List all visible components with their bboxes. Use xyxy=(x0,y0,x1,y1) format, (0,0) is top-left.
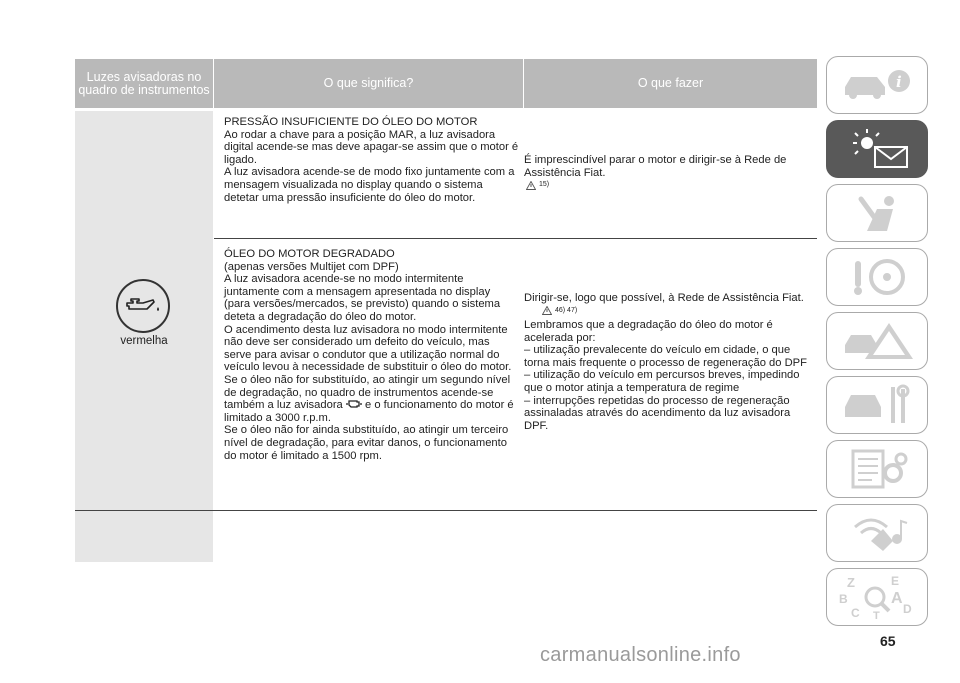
page-number: 65 xyxy=(880,633,896,649)
multimedia-icon xyxy=(837,511,917,555)
row2-action xyxy=(524,292,816,432)
index-letter: A xyxy=(891,590,903,607)
row2-action-text: Dirigir-se, logo que possível, à Rede de Assistência Fiat. xyxy=(524,292,804,304)
tab-emergency[interactable] xyxy=(826,312,928,370)
engine-check-icon xyxy=(346,399,362,409)
row1-meaning xyxy=(224,116,519,204)
row2-meaning xyxy=(224,248,519,462)
header-warning-lights: Luzes avisadoras no quadro de instrumentos xyxy=(75,59,213,108)
warning-reference: 15) xyxy=(526,179,549,192)
tab-car-info[interactable] xyxy=(826,56,928,114)
row2-action-text: Lembramos que a degradação do óleo do motor é acelerada por: xyxy=(524,318,773,344)
row2-text: Se o óleo não for ainda substituído, ao atingir um terceiro nível de degradação, para evitar danos, o funcionamento do motor é limitado a 1500 rpm. xyxy=(224,424,509,462)
index-letter: E xyxy=(891,574,900,588)
warning-lights-icon xyxy=(837,127,917,171)
safety-icon xyxy=(837,191,917,235)
index-letter: B xyxy=(839,592,848,606)
row1-title: PRESSÃO INSUFICIENTE DO ÓLEO DO MOTOR xyxy=(224,116,478,128)
tab-starting-driving[interactable] xyxy=(826,248,928,306)
header-action: O que fazer xyxy=(524,59,817,108)
row2-title: ÓLEO DO MOTOR DEGRADADO xyxy=(224,248,395,260)
maintenance-icon xyxy=(837,383,917,427)
starting-driving-icon xyxy=(837,255,917,299)
svg-text:i: i xyxy=(896,73,902,91)
warning-reference: 46) 47) xyxy=(542,305,577,318)
index-icon xyxy=(837,573,917,621)
row1-text: Ao rodar a chave para a posição MAR, a luz avisadora digital acende-se mas deve apagar-se assim que o motor é ligado. xyxy=(224,128,519,166)
row-divider xyxy=(214,238,817,239)
tab-warning-lights[interactable] xyxy=(826,120,928,178)
lamp-color-label: vermelha xyxy=(120,335,168,347)
tab-index[interactable] xyxy=(826,568,928,626)
warning-triangle-icon xyxy=(526,181,536,190)
index-letter: C xyxy=(851,606,860,620)
tab-technical-data[interactable] xyxy=(826,440,928,498)
row2-subtitle: (apenas versões Multijet com DPF) xyxy=(224,260,399,273)
index-letter: D xyxy=(903,602,912,616)
header-meaning: O que significa? xyxy=(214,59,523,108)
row2-text: A luz avisadora acende-se no modo intermitente juntamente com a mensagem apresentada no display (para versões/mercados, se previsto) quando o sistema deteta a degradação do óleo do motor. xyxy=(224,273,501,323)
row1-text: A luz avisadora acende-se de modo fixo juntamente com a mensagem visualizada no display quando o sistema detetar uma pressão insuficiente do óleo do motor. xyxy=(224,166,515,204)
row2-action-text: – utilização do veículo em percursos breves, impedindo que o motor atinja a temperatura de regime xyxy=(524,369,800,394)
technical-data-icon xyxy=(837,447,917,491)
emergency-icon xyxy=(837,319,917,363)
row2-action-text: – utilização prevalecente do veículo em cidade, o que torna mais frequente o processo de regeneração do DPF xyxy=(524,344,807,369)
row2-text: O acendimento desta luz avisadora no modo intermitente não deve ser considerado um defeito do veículo, mas serve para avisar o condutor que a utilização normal do veículo levou à necessidade de substituir o óleo do motor. Se o óleo não for substituído, ao atingir um segundo nível de degradação, no quadro de instrumentos acende-se xyxy=(224,323,512,399)
row2-text: também a luz avisadora e o funcionamento do motor é limitado a 3000 r.p.m. xyxy=(224,399,514,424)
row2-action-text: – interrupções repetidas do processo de regeneração assinaladas através do acendimento da luz avisadora DPF. xyxy=(524,394,791,432)
index-letter: T xyxy=(873,610,880,621)
index-letter: Z xyxy=(847,575,855,590)
car-info-icon xyxy=(837,65,917,105)
row1-action-text: É imprescindível parar o motor e dirigir-se à Rede de Assistência Fiat. xyxy=(524,154,787,179)
tab-safety[interactable] xyxy=(826,184,928,242)
tab-multimedia[interactable] xyxy=(826,504,928,562)
oil-pressure-lamp-icon xyxy=(116,279,170,333)
tab-maintenance[interactable] xyxy=(826,376,928,434)
warning-triangle-icon xyxy=(542,306,552,315)
table-bottom-line xyxy=(75,510,817,511)
watermark: carmanualsonline.info xyxy=(540,644,741,666)
row1-action xyxy=(524,154,814,194)
